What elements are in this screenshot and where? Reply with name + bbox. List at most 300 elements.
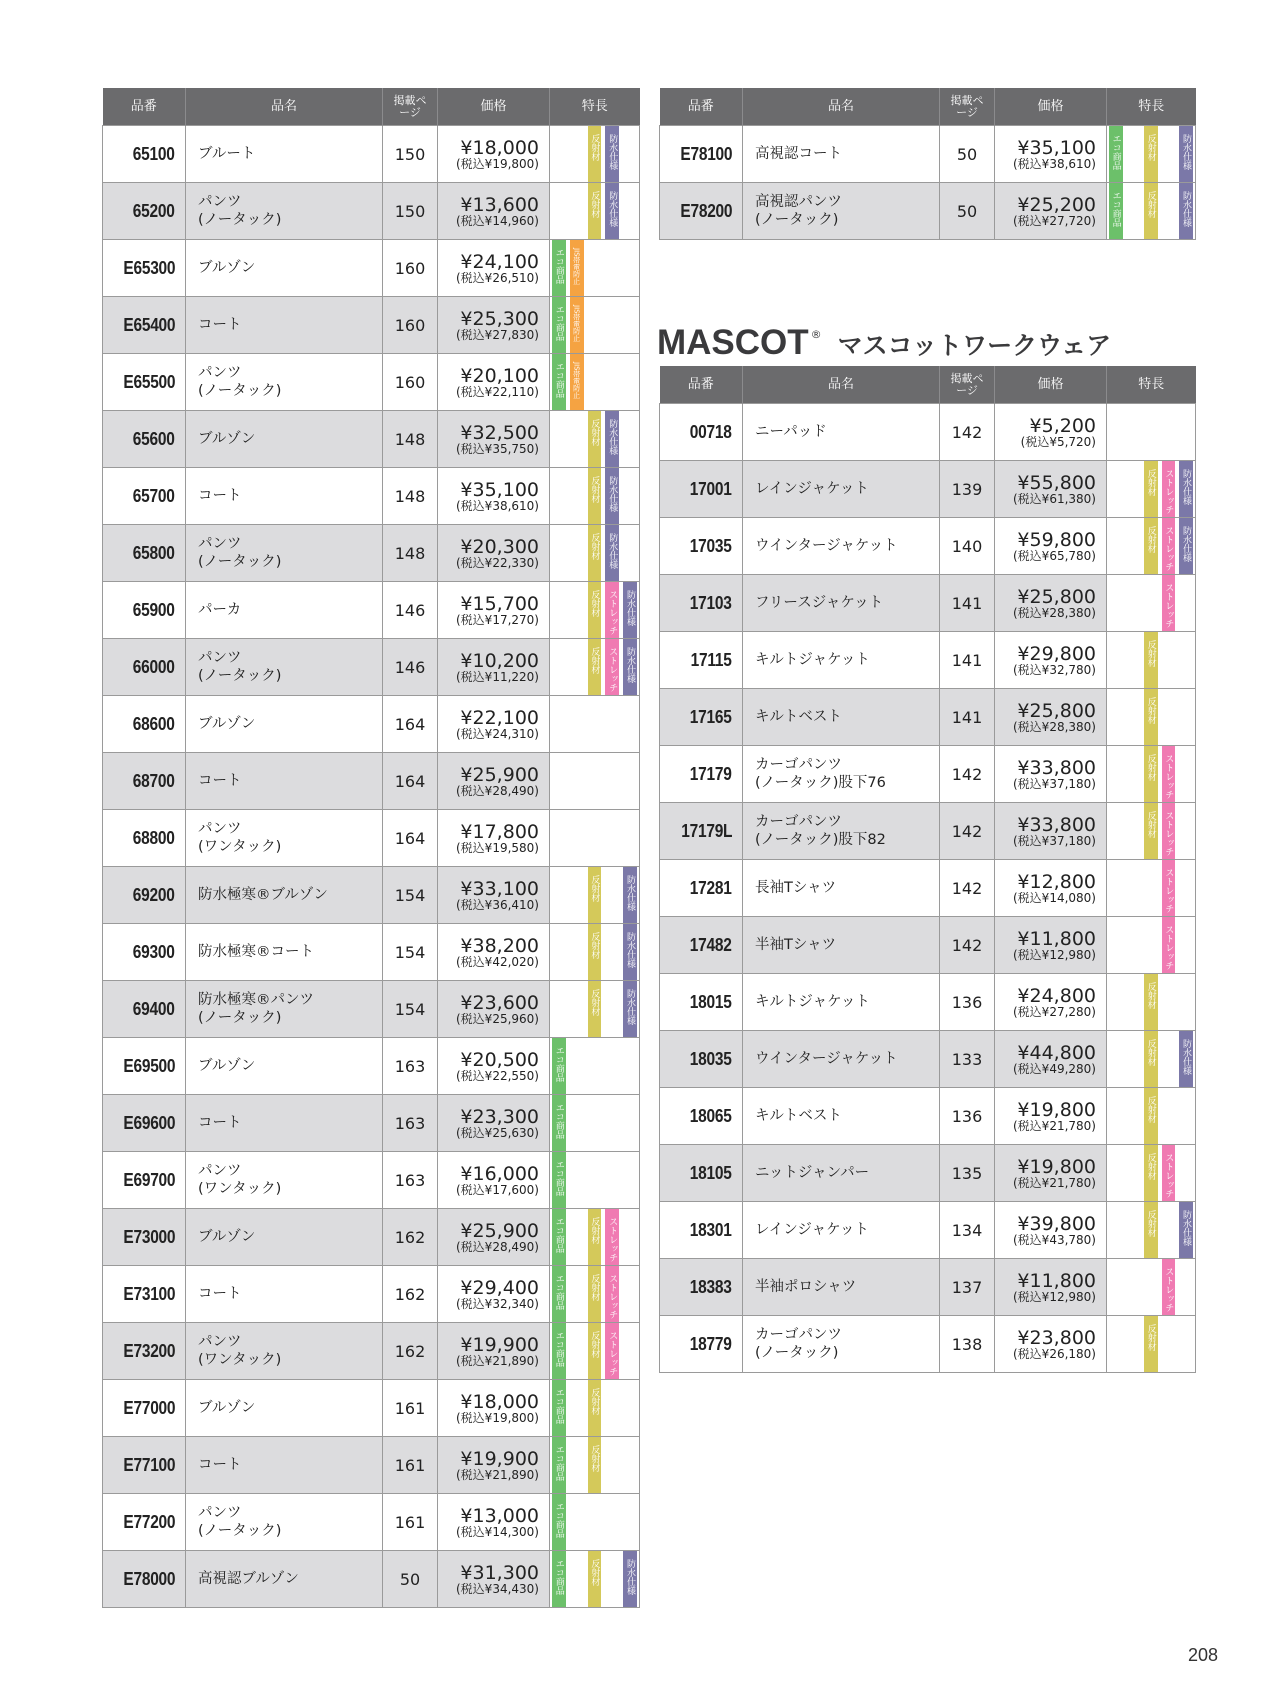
product-name: 半袖Tシャツ <box>743 917 940 974</box>
product-name: ブルゾン <box>186 1380 383 1437</box>
product-name: カーゴパンツ (ノータック) <box>743 1316 940 1373</box>
price-tax-included: (税込¥21,780) <box>1013 1175 1096 1190</box>
catalog-page: 142 <box>940 746 995 803</box>
price-cell <box>438 468 550 525</box>
feature-slot <box>550 183 568 239</box>
catalog-page: 141 <box>940 689 995 746</box>
product-code <box>660 689 743 746</box>
table-row <box>103 468 640 525</box>
feature-tag-group <box>550 1209 639 1265</box>
feature-slot <box>550 1551 568 1607</box>
product-code-text: E78200 <box>680 200 732 221</box>
feature-slot <box>1107 404 1125 460</box>
feature-tag-ref: 反射材 <box>588 1380 602 1436</box>
price: ¥29,400 <box>460 1276 539 1299</box>
product-code-text: E65500 <box>123 371 175 392</box>
feature-tag-group <box>550 867 639 923</box>
feature-slot <box>1125 632 1143 688</box>
feature-slot <box>568 924 586 980</box>
feature-slot <box>1160 1088 1178 1144</box>
price: ¥59,800 <box>1017 528 1096 551</box>
feature-tag-ref: 反射材 <box>1144 1145 1158 1201</box>
catalog-page: 148 <box>383 468 438 525</box>
price-cell <box>438 1323 550 1380</box>
feature-tag-group <box>1107 1031 1195 1087</box>
product-code-text: 65800 <box>133 542 175 563</box>
product-code <box>660 1259 743 1316</box>
catalog-page: 133 <box>940 1031 995 1088</box>
feature-tags <box>1107 575 1196 632</box>
product-code-text: 65900 <box>133 599 175 620</box>
product-name: パンツ (ノータック) <box>186 525 383 582</box>
table-row <box>103 411 640 468</box>
feature-slot <box>586 1266 604 1322</box>
feature-tags <box>550 582 640 639</box>
price: ¥12,800 <box>1017 870 1096 893</box>
feature-slot <box>1142 860 1160 916</box>
feature-slot <box>603 1209 621 1265</box>
feature-slot <box>1125 461 1143 517</box>
feature-slot <box>1177 183 1195 239</box>
product-code <box>660 126 743 183</box>
price-tax-included: (税込¥21,780) <box>1013 1118 1096 1133</box>
product-code-text: 18105 <box>690 1162 732 1183</box>
feature-slot <box>586 810 604 866</box>
feature-slot <box>621 354 639 410</box>
feature-slot <box>1177 689 1195 745</box>
catalog-page: 50 <box>940 126 995 183</box>
price-cell <box>995 1088 1107 1145</box>
product-code-text: 18779 <box>690 1333 732 1354</box>
feature-slot <box>550 411 568 467</box>
price-tax-included: (税込¥19,800) <box>456 1410 539 1425</box>
price-tax-included: (税込¥28,490) <box>456 1239 539 1254</box>
feature-tag-group <box>550 1380 639 1436</box>
feature-tag-group <box>550 297 639 353</box>
feature-slot <box>1107 461 1125 517</box>
price: ¥25,300 <box>460 307 539 330</box>
price-tax-included: (税込¥43,780) <box>1013 1232 1096 1247</box>
feature-tags <box>1107 1259 1196 1316</box>
feature-tag-wat: 防水仕様 <box>623 981 637 1037</box>
price: ¥11,800 <box>1017 927 1096 950</box>
feature-slot <box>1177 575 1195 631</box>
price-cell <box>438 639 550 696</box>
product-code-text: E77000 <box>123 1397 175 1418</box>
feature-slot <box>1142 1088 1160 1144</box>
feature-tag-ref: 反射材 <box>588 1437 602 1493</box>
feature-tag-wat: 防水仕様 <box>623 1551 637 1607</box>
feature-slot <box>586 1494 604 1550</box>
product-code <box>103 126 186 183</box>
feature-tags <box>550 525 640 582</box>
price-cell <box>995 1202 1107 1259</box>
feature-slot <box>621 1380 639 1436</box>
product-name: ウインタージャケット <box>743 518 940 575</box>
table-row <box>103 1038 640 1095</box>
feature-tag-group <box>550 1266 639 1322</box>
price-tax-included: (税込¥22,330) <box>456 555 539 570</box>
feature-tags <box>1107 1145 1196 1202</box>
header-name: 品名 <box>186 88 383 126</box>
feature-slot <box>550 525 568 581</box>
price: ¥23,600 <box>460 991 539 1014</box>
price: ¥55,800 <box>1017 471 1096 494</box>
price-tax-included: (税込¥12,980) <box>1013 947 1096 962</box>
feature-tags <box>550 126 640 183</box>
header-price: 価格 <box>995 366 1107 404</box>
price-tax-included: (税込¥61,380) <box>1013 491 1096 506</box>
product-code-text: 00718 <box>690 421 732 442</box>
feature-slot <box>1177 746 1195 802</box>
feature-slot <box>1160 183 1178 239</box>
feature-slot <box>1160 974 1178 1030</box>
product-name: レインジャケット <box>743 1202 940 1259</box>
feature-slot <box>568 582 586 638</box>
product-code <box>660 917 743 974</box>
feature-slot <box>1177 1202 1195 1258</box>
feature-slot <box>550 1038 568 1094</box>
feature-slot <box>568 810 586 866</box>
price-cell <box>995 1316 1107 1373</box>
product-name: ブルゾン <box>186 240 383 297</box>
product-name: ブルゾン <box>186 696 383 753</box>
feature-tag-eco: エコ商品 <box>552 1209 566 1265</box>
product-name: カーゴパンツ (ノータック)股下76 <box>743 746 940 803</box>
feature-tags <box>550 1323 640 1380</box>
feature-tags <box>1107 632 1196 689</box>
table-row <box>103 1095 640 1152</box>
feature-slot <box>1125 183 1143 239</box>
table-row <box>103 582 640 639</box>
feature-slot <box>603 924 621 980</box>
price: ¥25,900 <box>460 1219 539 1242</box>
feature-slot <box>550 354 568 410</box>
price: ¥44,800 <box>1017 1041 1096 1064</box>
feature-tag-ref: 反射材 <box>1144 1088 1158 1144</box>
feature-slot <box>1107 917 1125 973</box>
feature-slot <box>621 297 639 353</box>
feature-tags <box>1107 746 1196 803</box>
price: ¥32,500 <box>460 421 539 444</box>
feature-slot <box>603 411 621 467</box>
catalog-page: 154 <box>383 924 438 981</box>
feature-slot <box>1177 461 1195 517</box>
feature-tags <box>550 240 640 297</box>
feature-tags <box>1107 461 1196 518</box>
table-row <box>103 183 640 240</box>
price-cell <box>438 297 550 354</box>
product-code <box>103 183 186 240</box>
product-code-text: E65300 <box>123 257 175 278</box>
table-row <box>660 126 1196 183</box>
feature-tag-wat: 防水仕様 <box>1179 1031 1193 1087</box>
feature-tags <box>1107 803 1196 860</box>
price-tax-included: (税込¥27,830) <box>456 327 539 342</box>
feature-slot <box>586 981 604 1037</box>
feature-slot <box>603 582 621 638</box>
price-cell <box>995 974 1107 1031</box>
price-tax-included: (税込¥65,780) <box>1013 548 1096 563</box>
catalog-page: 161 <box>383 1380 438 1437</box>
price-tax-included: (税込¥19,580) <box>456 840 539 855</box>
price: ¥22,100 <box>460 706 539 729</box>
catalog-page: 134 <box>940 1202 995 1259</box>
catalog-page: 50 <box>940 183 995 240</box>
feature-tag-ref: 反射材 <box>1144 461 1158 517</box>
feature-tag-ref: 反射材 <box>588 183 602 239</box>
product-code-text: 17035 <box>690 535 732 556</box>
feature-slot <box>586 867 604 923</box>
feature-slot <box>621 1152 639 1208</box>
product-code-text: 17103 <box>690 592 732 613</box>
feature-tag-ref: 反射材 <box>588 1551 602 1607</box>
feature-slot <box>1142 974 1160 1030</box>
price-cell <box>995 746 1107 803</box>
feature-slot <box>1160 1316 1178 1372</box>
feature-slot <box>568 1152 586 1208</box>
table-row <box>660 461 1196 518</box>
header-features: 特長 <box>1107 88 1196 126</box>
feature-slot <box>603 1152 621 1208</box>
feature-slot <box>568 1494 586 1550</box>
price-tax-included: (税込¥28,490) <box>456 783 539 798</box>
feature-tags <box>550 810 640 867</box>
product-name: 高視認コート <box>743 126 940 183</box>
product-code <box>660 518 743 575</box>
product-code <box>103 582 186 639</box>
feature-tag-group <box>1107 974 1195 1030</box>
product-code <box>660 632 743 689</box>
product-code-text: 69200 <box>133 884 175 905</box>
feature-slot <box>1160 632 1178 688</box>
table-row <box>103 1152 640 1209</box>
feature-slot <box>1107 860 1125 916</box>
feature-tag-ref: 反射材 <box>588 1209 602 1265</box>
price-cell <box>438 753 550 810</box>
header-code: 品番 <box>660 88 743 126</box>
price-tax-included: (税込¥22,550) <box>456 1068 539 1083</box>
catalog-page: 142 <box>940 917 995 974</box>
product-code <box>103 1551 186 1608</box>
feature-slot <box>1125 518 1143 574</box>
feature-tags <box>550 1551 640 1608</box>
product-name: レインジャケット <box>743 461 940 518</box>
product-code-text: 65100 <box>133 143 175 164</box>
feature-tag-eco: エコ商品 <box>552 1551 566 1607</box>
price-cell <box>438 1494 550 1551</box>
feature-slot <box>1177 1316 1195 1372</box>
catalog-page: 161 <box>383 1437 438 1494</box>
feature-tags <box>1107 860 1196 917</box>
feature-slot <box>586 468 604 524</box>
feature-slot <box>550 867 568 923</box>
feature-tag-group <box>550 468 639 524</box>
feature-slot <box>1160 126 1178 182</box>
feature-slot <box>568 1323 586 1379</box>
feature-tag-group <box>550 525 639 581</box>
price: ¥13,000 <box>460 1504 539 1527</box>
catalog-page: 162 <box>383 1323 438 1380</box>
feature-tag-ref: 反射材 <box>1144 1316 1158 1372</box>
feature-slot <box>1177 1259 1195 1315</box>
feature-tag-ref: 反射材 <box>588 924 602 980</box>
price-tax-included: (税込¥32,780) <box>1013 662 1096 677</box>
price-tax-included: (税込¥17,270) <box>456 612 539 627</box>
table-row <box>660 1088 1196 1145</box>
price: ¥31,300 <box>460 1561 539 1584</box>
product-code-text: 17179 <box>690 763 732 784</box>
catalog-page: 160 <box>383 240 438 297</box>
product-name: コート <box>186 1095 383 1152</box>
product-name: ウインタージャケット <box>743 1031 940 1088</box>
price-cell <box>995 461 1107 518</box>
feature-tag-ref: 反射材 <box>588 126 602 182</box>
feature-slot <box>1125 1088 1143 1144</box>
catalog-page: 161 <box>383 1494 438 1551</box>
feature-slot <box>586 1380 604 1436</box>
feature-slot <box>1177 126 1195 182</box>
feature-slot <box>603 1494 621 1550</box>
price-cell <box>438 126 550 183</box>
feature-tag-wat: 防水仕様 <box>1179 518 1193 574</box>
table-row <box>660 632 1196 689</box>
feature-tag-eco: エコ商品 <box>552 1095 566 1151</box>
feature-slot <box>621 1437 639 1493</box>
price-tax-included: (税込¥11,220) <box>456 669 539 684</box>
feature-tags <box>550 753 640 810</box>
feature-tag-group <box>550 354 639 410</box>
feature-slot <box>1107 1088 1125 1144</box>
feature-tag-eco: エコ商品 <box>552 354 566 410</box>
price-cell <box>438 696 550 753</box>
catalog-page: 160 <box>383 354 438 411</box>
product-code-text: 65600 <box>133 428 175 449</box>
feature-slot <box>603 240 621 296</box>
feature-slot <box>1125 917 1143 973</box>
feature-slot <box>1160 1031 1178 1087</box>
product-name: 高視認パンツ (ノータック) <box>743 183 940 240</box>
feature-tags <box>1107 1202 1196 1259</box>
feature-slot <box>550 126 568 182</box>
product-code <box>103 639 186 696</box>
feature-slot <box>621 126 639 182</box>
price: ¥35,100 <box>1017 136 1096 159</box>
feature-tags <box>550 1095 640 1152</box>
feature-tag-group <box>550 753 639 809</box>
price: ¥18,000 <box>460 1390 539 1413</box>
feature-slot <box>568 126 586 182</box>
table-row <box>660 518 1196 575</box>
price: ¥23,800 <box>1017 1326 1096 1349</box>
feature-slot <box>1160 1259 1178 1315</box>
feature-slot <box>1142 1316 1160 1372</box>
feature-tags <box>1107 404 1196 461</box>
feature-slot <box>568 1266 586 1322</box>
feature-slot <box>1125 803 1143 859</box>
feature-tags <box>550 1038 640 1095</box>
feature-slot <box>568 1551 586 1607</box>
feature-tags <box>550 468 640 525</box>
price: ¥25,200 <box>1017 193 1096 216</box>
feature-tag-wat: 防水仕様 <box>605 183 619 239</box>
table-row <box>660 974 1196 1031</box>
header-name: 品名 <box>743 366 940 404</box>
feature-tag-wat: 防水仕様 <box>1179 183 1193 239</box>
price-cell <box>438 810 550 867</box>
product-code <box>103 1323 186 1380</box>
product-code <box>103 1494 186 1551</box>
product-name: ブルゾン <box>186 1038 383 1095</box>
price-cell <box>438 867 550 924</box>
feature-tag-eco: エコ商品 <box>552 240 566 296</box>
product-code-text: E73200 <box>123 1340 175 1361</box>
table-row <box>103 924 640 981</box>
table-row <box>660 803 1196 860</box>
feature-tag-wat: 防水仕様 <box>623 924 637 980</box>
feature-tags <box>550 867 640 924</box>
feature-tag-str: ストレッチ <box>605 639 619 695</box>
feature-tag-jis: JIS帯電防止 <box>570 297 584 353</box>
catalog-page: 139 <box>940 461 995 518</box>
feature-slot <box>1125 689 1143 745</box>
product-code <box>660 1088 743 1145</box>
price: ¥39,800 <box>1017 1212 1096 1235</box>
feature-tag-ref: 反射材 <box>1144 126 1158 182</box>
feature-tag-group <box>1107 1202 1195 1258</box>
feature-slot <box>621 1551 639 1607</box>
feature-slot <box>550 1095 568 1151</box>
product-code-text: E77100 <box>123 1454 175 1475</box>
feature-slot <box>586 639 604 695</box>
price-cell <box>438 1152 550 1209</box>
table-row <box>103 753 640 810</box>
feature-slot <box>621 1095 639 1151</box>
feature-slot <box>568 1038 586 1094</box>
feature-slot <box>1107 126 1125 182</box>
feature-tag-ref: 反射材 <box>1144 974 1158 1030</box>
price: ¥33,800 <box>1017 813 1096 836</box>
catalog-page: 164 <box>383 696 438 753</box>
feature-slot <box>603 183 621 239</box>
feature-slot <box>621 1038 639 1094</box>
product-name: コート <box>186 753 383 810</box>
product-code-text: E69700 <box>123 1169 175 1190</box>
feature-slot <box>603 810 621 866</box>
feature-slot <box>1107 518 1125 574</box>
feature-slot <box>1142 1031 1160 1087</box>
product-code-text: E65400 <box>123 314 175 335</box>
feature-slot <box>621 753 639 809</box>
price-tax-included: (税込¥14,080) <box>1013 890 1096 905</box>
feature-slot <box>621 639 639 695</box>
feature-tag-ref: 反射材 <box>588 582 602 638</box>
table-row <box>660 183 1196 240</box>
feature-tags <box>550 411 640 468</box>
product-code <box>103 867 186 924</box>
header-price: 価格 <box>995 88 1107 126</box>
product-name: コート <box>186 297 383 354</box>
feature-tag-wat: 防水仕様 <box>1179 126 1193 182</box>
price-tax-included: (税込¥14,960) <box>456 213 539 228</box>
price-cell <box>995 183 1107 240</box>
feature-slot <box>1125 404 1143 460</box>
feature-tags <box>1107 1316 1196 1373</box>
feature-tag-group <box>550 582 639 638</box>
feature-slot <box>586 1437 604 1493</box>
product-code-text: 17001 <box>690 478 732 499</box>
catalog-page: 150 <box>383 126 438 183</box>
